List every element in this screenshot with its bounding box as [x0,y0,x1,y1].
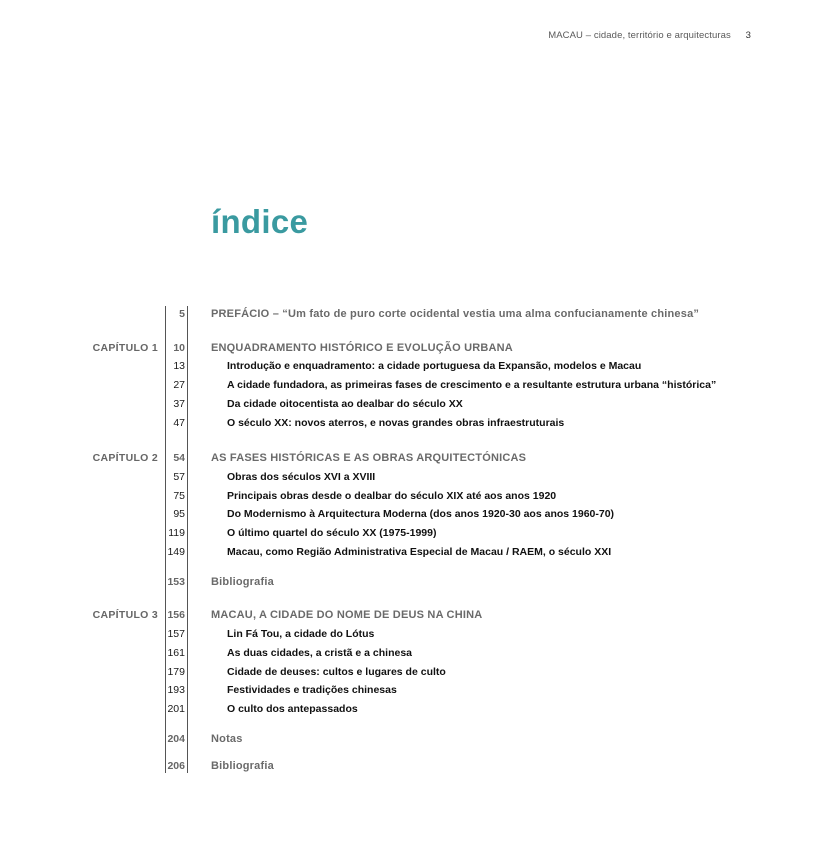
toc-chapter-label: CAPÍTULO 1 [92,342,158,354]
toc-page-number: 119 [168,527,185,539]
toc-row [0,339,823,357]
toc-page-number: 157 [167,628,185,640]
toc-row [0,730,823,748]
toc-page-number: 179 [167,666,185,678]
toc-page-number: 54 [173,452,185,464]
toc-entry: MACAU, A CIDADE DO NOME DE DEUS NA CHINA [211,609,483,621]
toc-entry: Do Modernismo à Arquitectura Moderna (dos anos 1920-30 aos anos 1960-70) [227,508,615,520]
toc-page-number: 47 [173,417,185,429]
toc-page-number: 95 [173,508,185,520]
toc-row [0,625,823,643]
toc-entry: Bibliografia [211,576,274,588]
toc-row [0,468,823,486]
toc-entry: O culto dos antepassados [227,703,358,715]
toc-entry: Da cidade oitocentista ao dealbar do século XX [227,398,463,410]
toc-page-number: 193 [167,684,185,696]
toc-row [0,449,823,467]
toc-page-number: 10 [173,342,185,354]
toc-row [0,681,823,699]
toc-entry: AS FASES HISTÓRICAS E AS OBRAS ARQUITECTÓNICAS [211,452,527,464]
toc-entry: Introdução e enquadramento: a cidade portuguesa da Expansão, modelos e Macau [227,360,642,372]
toc-chapter-label: CAPÍTULO 2 [92,452,158,464]
toc-page-number: 37 [173,398,185,410]
toc-page-number: 5 [179,308,185,320]
toc-entry: Festividades e tradições chinesas [227,684,397,696]
toc-page-number: 204 [167,733,185,745]
page-title: índice [211,203,309,240]
toc-entry: Notas [211,733,243,745]
toc-page-number: 13 [173,360,185,372]
toc-page-number: 201 [167,703,185,715]
toc-entry: ENQUADRAMENTO HISTÓRICO E EVOLUÇÃO URBANA [211,342,513,354]
toc-row [0,376,823,394]
toc-page-number: 206 [167,760,185,772]
toc-entry: O último quartel do século XX (1975-1999) [227,527,437,539]
toc-row [0,663,823,681]
toc-row [0,757,823,775]
page-number: 3 [745,30,751,41]
toc-row [0,644,823,662]
toc-page-number: 57 [173,471,185,483]
toc-row [0,606,823,624]
toc-entry: A cidade fundadora, as primeiras fases de crescimento e a resultante estrutura urbana “histórica” [227,379,717,391]
toc-entry: O século XX: novos aterros, e novas grandes obras infraestruturais [227,417,565,429]
toc-page-number: 27 [173,379,185,391]
toc-page-number: 75 [173,490,185,502]
toc-entry: Lin Fá Tou, a cidade do Lótus [227,628,375,640]
toc-row [0,700,823,718]
toc-row [0,305,823,323]
toc-chapter-label: CAPÍTULO 3 [92,609,158,621]
toc-page-number: 161 [167,647,185,659]
toc-row [0,487,823,505]
toc-row [0,357,823,375]
toc-row [0,414,823,432]
toc-row [0,505,823,523]
toc-row [0,543,823,561]
toc-row [0,524,823,542]
toc-entry: Cidade de deuses: cultos e lugares de culto [227,666,446,678]
toc-entry: Obras dos séculos XVI a XVIII [227,471,376,483]
toc-page-number: 156 [167,609,185,621]
toc-entry: PREFÁCIO – “Um fato de puro corte ocidental vestia uma alma confucianamente chinesa” [211,308,700,320]
toc-entry: Macau, como Região Administrativa Especial de Macau / RAEM, o século XXI [227,546,612,558]
toc-entry: Bibliografia [211,760,274,772]
toc-row [0,573,823,591]
toc-page-number: 153 [167,576,185,588]
toc-page-number: 149 [167,546,185,558]
toc-row [0,395,823,413]
toc-entry: As duas cidades, a cristã e a chinesa [227,647,413,659]
running-title: MACAU – cidade, território e arquitecturas [548,30,731,41]
running-header [548,30,751,41]
toc-entry: Principais obras desde o dealbar do século XIX até aos anos 1920 [227,490,557,502]
